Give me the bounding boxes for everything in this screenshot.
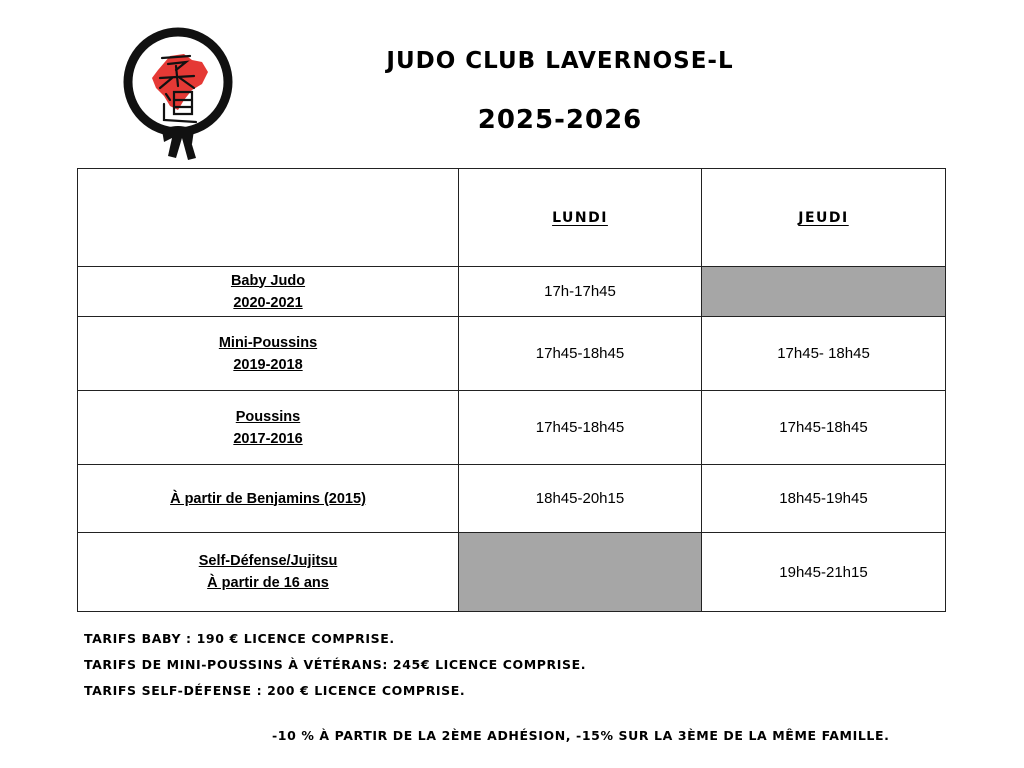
cell-lundi: 17h45-18h45	[459, 317, 702, 391]
cell-jeudi: 18h45-19h45	[702, 465, 946, 533]
cell-lundi: 17h45-18h45	[459, 391, 702, 465]
cell-lundi-empty	[459, 533, 702, 612]
row-label-name: À partir de Benjamins (2015)	[170, 490, 366, 507]
cell-jeudi: 17h45-18h45	[702, 391, 946, 465]
season-title: 2025-2026	[477, 105, 643, 135]
page-title: JUDO CLUB LAVERNOSE-L	[386, 48, 734, 74]
row-label	[78, 317, 459, 391]
row-label	[78, 391, 459, 465]
column-header-empty	[78, 169, 459, 267]
table-row	[78, 391, 946, 465]
judo-club-logo-icon	[122, 26, 234, 162]
row-label-name: Self-Défense/Jujitsu	[198, 553, 338, 569]
row-label	[78, 465, 459, 533]
row-label	[78, 533, 459, 612]
cell-jeudi: 17h45- 18h45	[702, 317, 946, 391]
row-label-name: Mini-Poussins	[218, 334, 318, 351]
table-row	[78, 267, 946, 317]
table-row	[78, 533, 946, 612]
table-header-row	[78, 169, 946, 267]
tarif-self-defense: TARIFS SELF-DÉFENSE : 200 € LICENCE COMPRISE.	[84, 683, 466, 698]
cell-lundi: 18h45-20h15	[459, 465, 702, 533]
family-discount-note: -10 % À PARTIR DE LA 2ÈME ADHÉSION, -15% SUR LA 3ÈME DE LA MÊME FAMILLE.	[272, 728, 890, 743]
cell-lundi: 17h-17h45	[459, 267, 702, 317]
row-label-years: 2020-2021	[233, 294, 303, 311]
row-label-name: Baby Judo	[230, 272, 306, 289]
row-label-name: Poussins	[235, 408, 301, 425]
schedule-table	[77, 168, 946, 612]
cell-jeudi-empty	[702, 267, 946, 317]
column-header-jeudi: JEUDI	[702, 169, 946, 267]
row-label-years: 2019-2018	[233, 356, 303, 373]
table-row	[78, 465, 946, 533]
row-label-years: À partir de 16 ans	[207, 575, 329, 591]
tarif-baby: TARIFS BABY : 190 € LICENCE COMPRISE.	[84, 631, 395, 646]
row-label-years: 2017-2016	[233, 430, 303, 447]
cell-jeudi: 19h45-21h15	[702, 533, 946, 612]
tarif-mini-to-veterans: TARIFS DE MINI-POUSSINS À VÉTÉRANS: 245€ LICENCE COMPRISE.	[84, 657, 587, 672]
row-label	[78, 267, 459, 317]
table-row	[78, 317, 946, 391]
column-header-lundi: LUNDI	[459, 169, 702, 267]
